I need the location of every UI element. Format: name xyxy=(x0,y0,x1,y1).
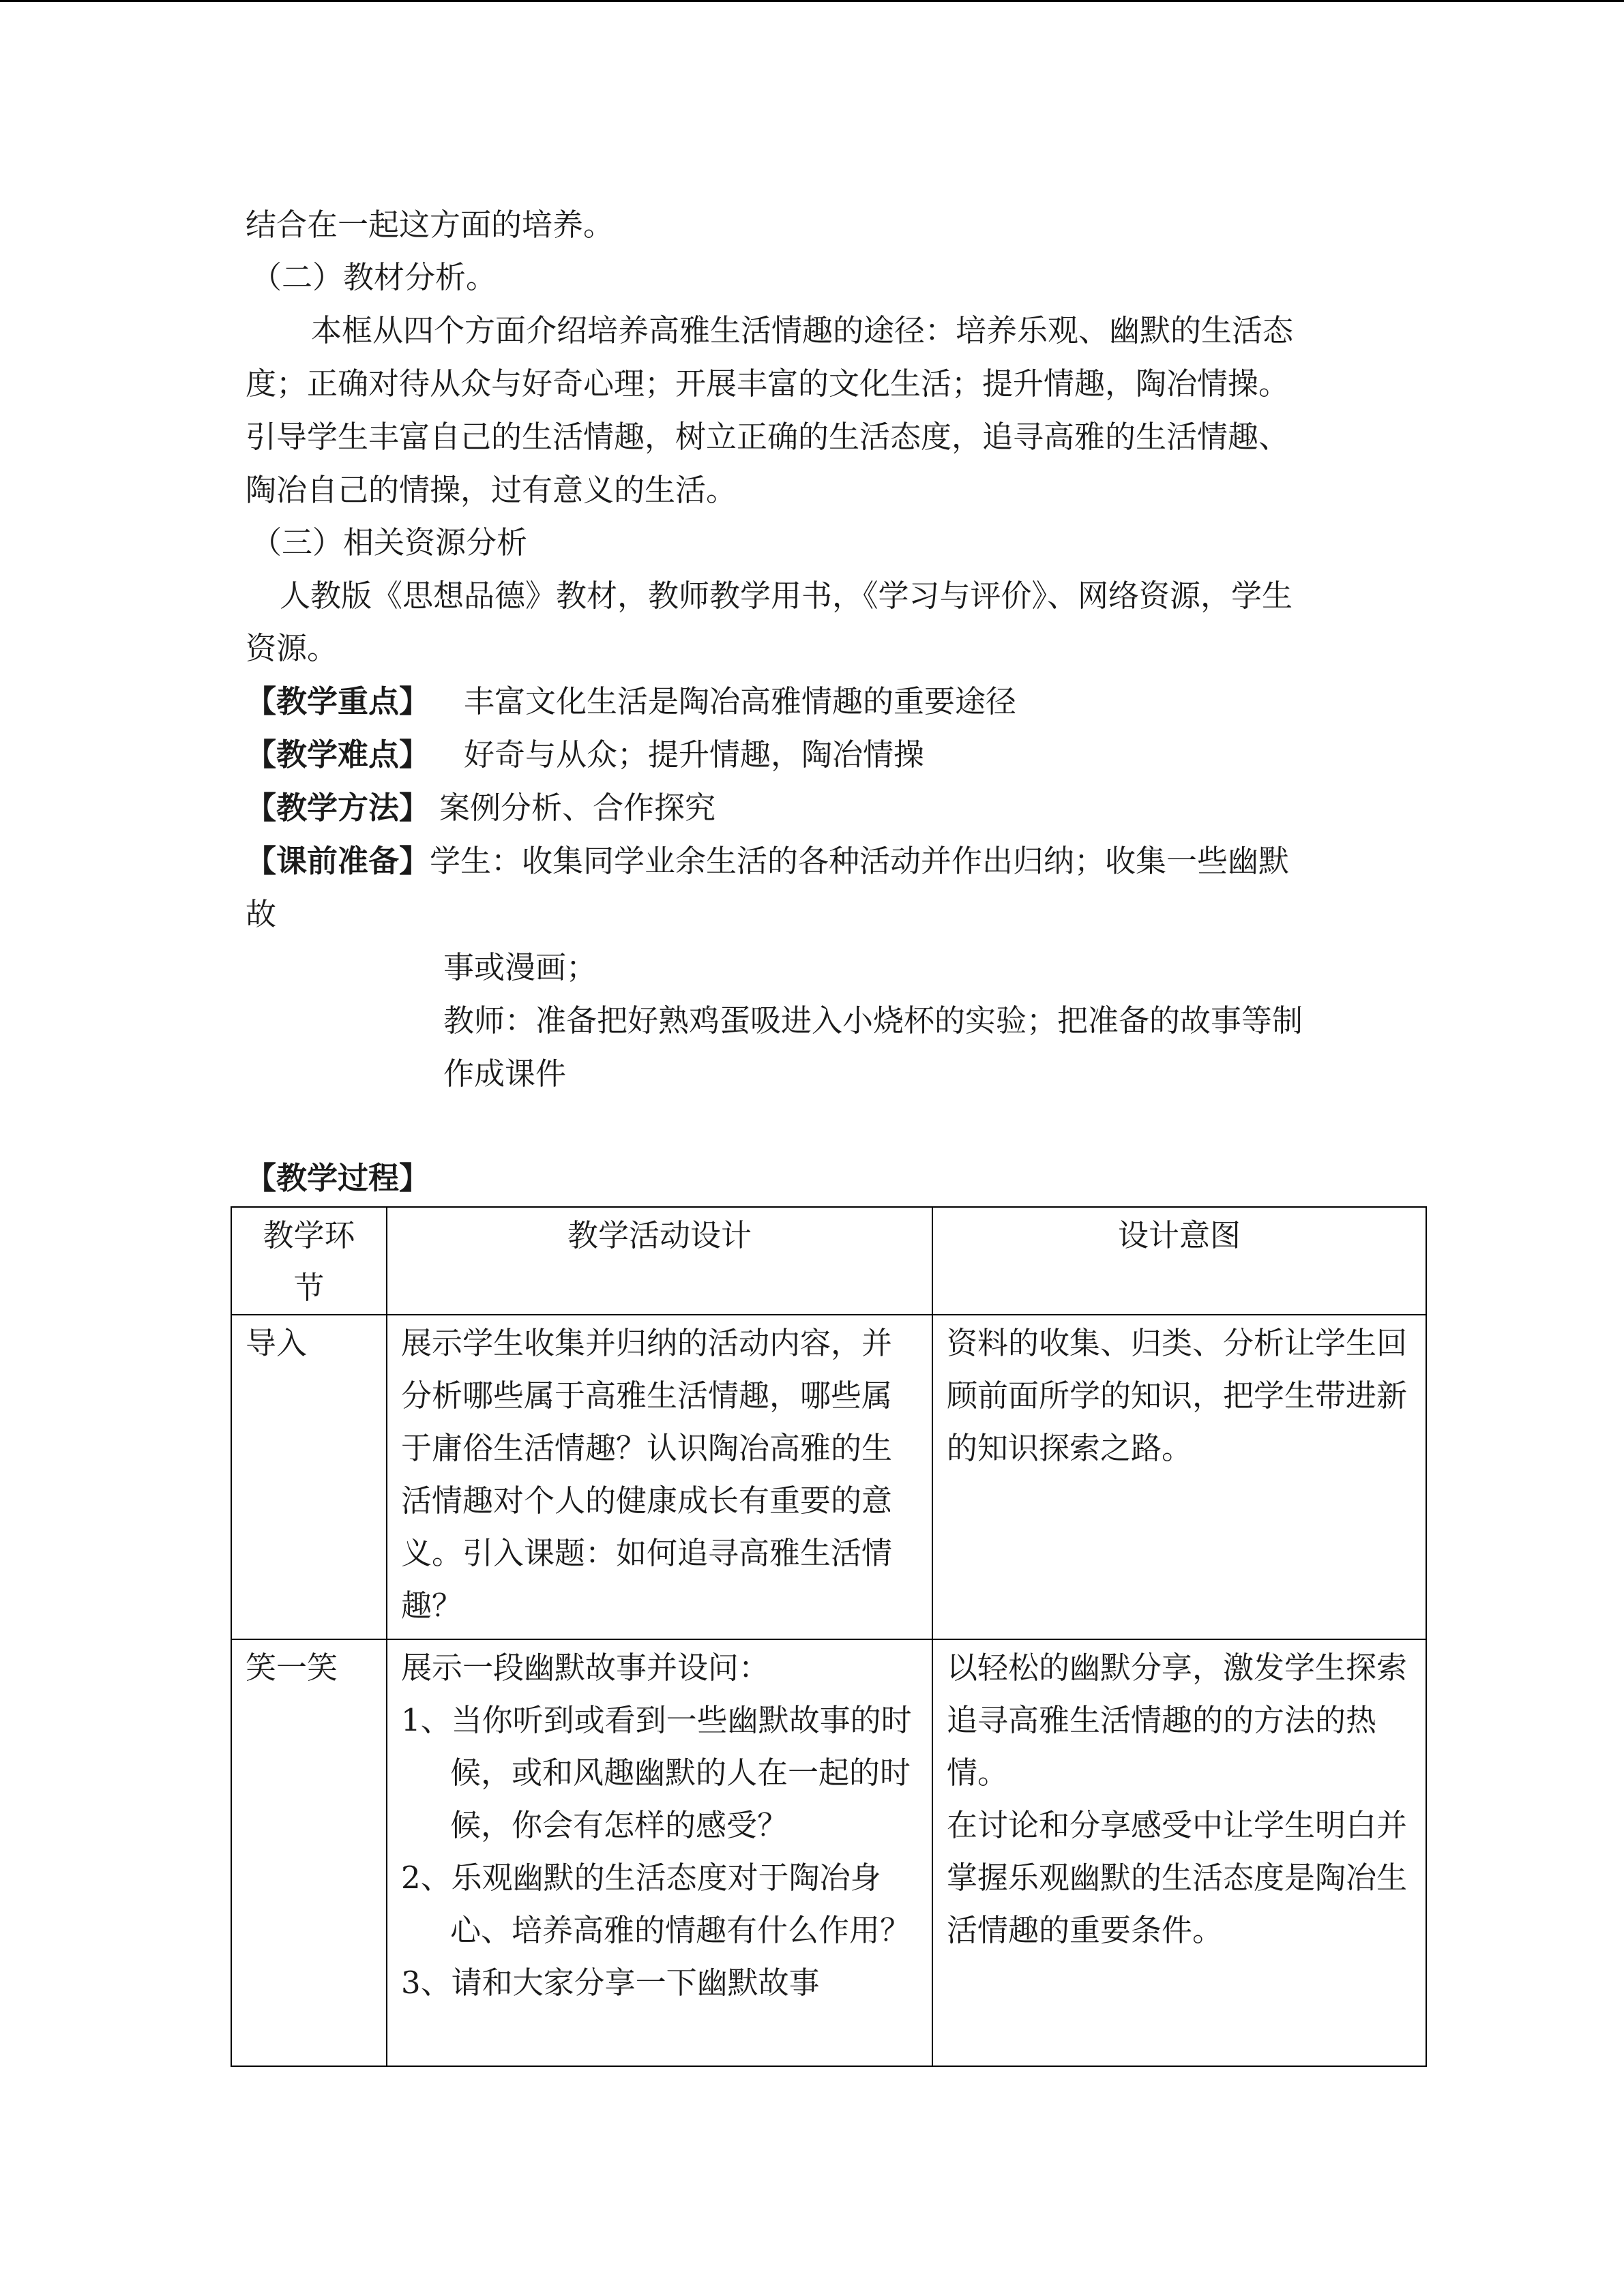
table-row xyxy=(231,1315,1426,1639)
activity-question-1: 1、当你听到或看到一些幽默故事的时候，或和风趣幽默的人在一起的时候，你会有怎样的感受？ xyxy=(401,1702,912,1843)
table-row xyxy=(231,1639,1426,2066)
header-activity: 教学活动设计 xyxy=(387,1207,932,1315)
intent-paragraph-2: 在讨论和分享感受中让学生明白并掌握乐观幽默的生活态度是陶冶生活情趣的重要条件。 xyxy=(947,1807,1408,1948)
teaching-process-table xyxy=(231,1206,1427,2067)
row-intent xyxy=(932,1639,1426,2066)
row-stage: 导入 xyxy=(231,1315,387,1639)
preparation-text-wrap: 故 xyxy=(246,896,277,932)
difficulty-row xyxy=(246,728,924,781)
preparation-text-line2: 事或漫画； xyxy=(443,949,597,985)
activity-question-2: 2、乐观幽默的生活态度对于陶冶身心、培养高雅的情趣有什么作用？ xyxy=(401,1860,911,1948)
preparation-text-line4: 作成课件 xyxy=(443,1056,567,1092)
materials-paragraph-line3: 引导学生丰富自己的生活情趣，树立正确的生活态度，追寻高雅的生活情趣、 xyxy=(246,419,1290,455)
row-intent: 资料的收集、归类、分析让学生回顾前面所学的知识，把学生带进新的知识探索之路。 xyxy=(932,1315,1426,1639)
table-header-row xyxy=(231,1207,1426,1315)
resources-paragraph-line1: 人教版《思想品德》教材，教师教学用书，《学习与评价》、网络资源，学生 xyxy=(280,578,1293,614)
resources-paragraph-line2: 资源。 xyxy=(246,630,338,666)
preparation-label: 【课前准备】 xyxy=(246,843,430,879)
section-heading-resources: （三）相关资源分析 xyxy=(251,524,528,561)
preparation-text-line3: 教师：准备把好熟鸡蛋吸进入小烧杯的实验；把准备的故事等制 xyxy=(443,1002,1303,1039)
preparation-row xyxy=(246,835,1289,888)
difficulty-label: 【教学难点】 xyxy=(246,736,430,773)
row-activity xyxy=(387,1639,932,2066)
difficulty-text: 好奇与从众；提升情趣，陶冶情操 xyxy=(464,736,925,773)
activity-intro: 展示一段幽默故事并设问： xyxy=(401,1650,770,1686)
method-label: 【教学方法】 xyxy=(246,790,430,826)
header-stage: 教学环节 xyxy=(231,1207,387,1315)
row-stage: 笑一笑 xyxy=(231,1639,387,2066)
key-point-text: 丰富文化生活是陶冶高雅情趣的重要途径 xyxy=(464,683,1017,719)
section-heading-materials: （二）教材分析。 xyxy=(251,259,497,295)
method-text: 案例分析、合作探究 xyxy=(439,790,716,826)
page-top-border xyxy=(0,0,1624,2)
materials-paragraph-line2: 度；正确对待从众与好奇心理；开展丰富的文化生活；提升情趣，陶冶情操。 xyxy=(246,366,1290,402)
process-heading: 【教学过程】 xyxy=(246,1160,430,1196)
header-intent: 设计意图 xyxy=(932,1207,1426,1315)
key-point-label: 【教学重点】 xyxy=(246,683,430,719)
row-activity: 展示学生收集并归纳的活动内容，并分析哪些属于高雅生活情趣，哪些属于庸俗生活情趣？认识陶冶高雅的生活情趣对个人的健康成长有重要的意义。引入课题：如何追寻高雅生活情趣？ xyxy=(387,1315,932,1639)
text-line-continuation: 结合在一起这方面的培养。 xyxy=(246,207,615,243)
key-point-row xyxy=(246,675,1016,728)
method-row xyxy=(246,781,715,835)
materials-paragraph-line1: 本框从四个方面介绍培养高雅生活情趣的途径：培养乐观、幽默的生活态 xyxy=(311,312,1294,348)
preparation-text-line1: 学生：收集同学业余生活的各种活动并作出归纳；收集一些幽默 xyxy=(430,843,1290,879)
intent-paragraph-1: 以轻松的幽默分享，激发学生探索追寻高雅生活情趣的的方法的热情。 xyxy=(947,1650,1408,1791)
materials-paragraph-line4: 陶冶自己的情操，过有意义的生活。 xyxy=(246,472,737,508)
activity-question-3: 3、请和大家分享一下幽默故事 xyxy=(401,1965,820,2001)
